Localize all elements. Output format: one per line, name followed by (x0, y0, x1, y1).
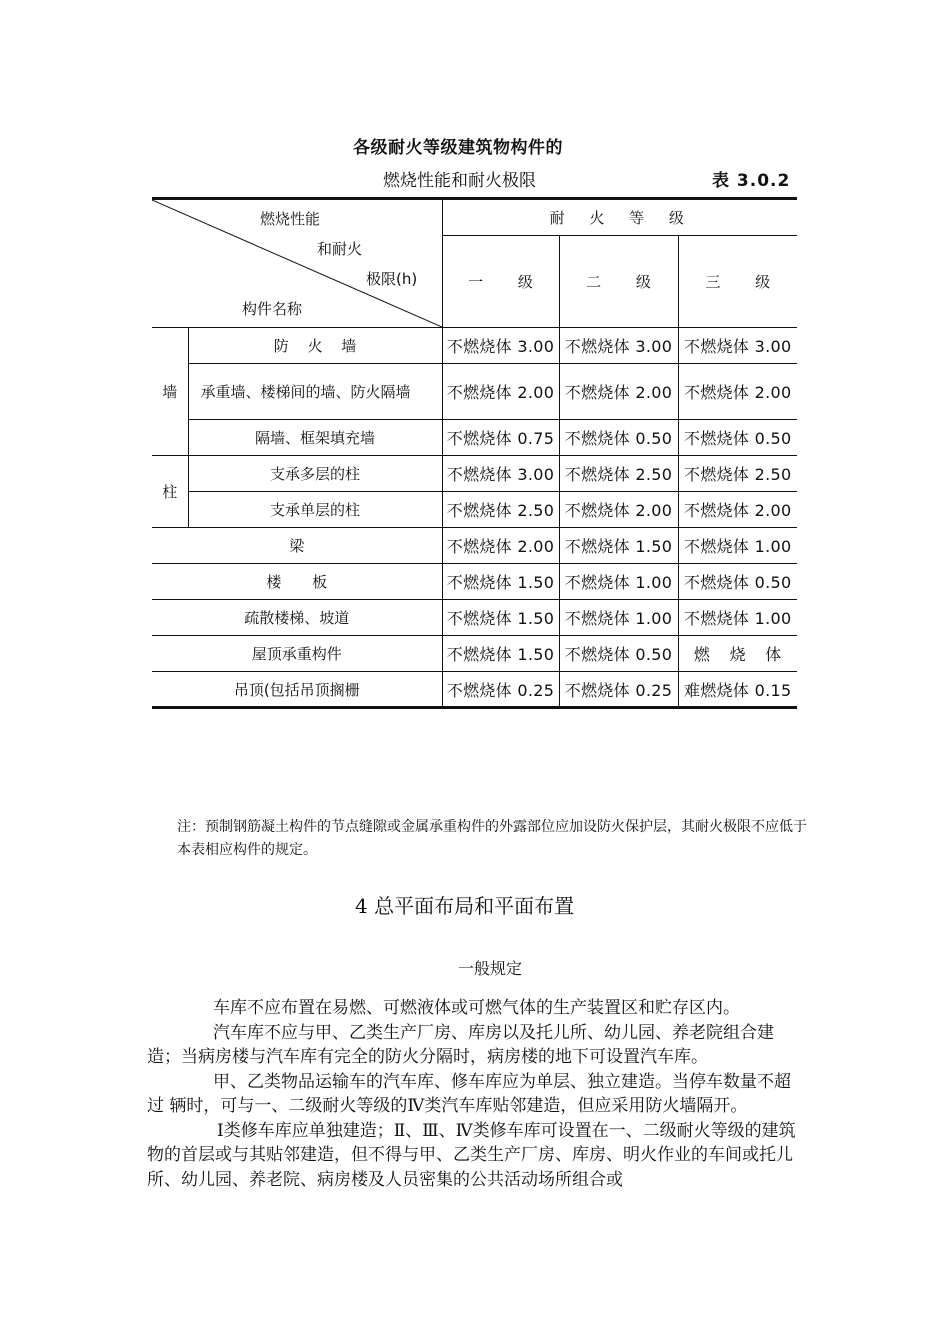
row-name: 梁 (152, 528, 442, 564)
corner-label-property: 燃烧性能 (260, 210, 321, 228)
table-cell: 不燃烧体 1.50 (442, 600, 559, 636)
table-cell: 不燃烧体 3.00 (442, 328, 559, 364)
row-name: 楼 板 (152, 564, 442, 600)
table-cell: 不燃烧体 1.00 (559, 564, 678, 600)
table-cell: 不燃烧体 1.00 (678, 528, 797, 564)
row-name: 隔墙、框架填充墙 (188, 420, 442, 456)
row-name: 疏散楼梯、坡道 (152, 600, 442, 636)
grade-3-header: 三 级 (678, 235, 797, 327)
row-name: 吊顶(包括吊顶搁栅 (152, 672, 442, 708)
fire-resistance-table (152, 197, 797, 709)
table-cell: 不燃烧体 2.00 (678, 364, 797, 420)
chapter-heading: 4 总平面布局和平面布置 (355, 894, 575, 918)
paragraph: 甲、乙类物品运输车的汽车库、修车库应为单层、独立建造。当停车数量不超过 辆时，可与一、二级耐火等级的Ⅳ类汽车库贴邻建造，但应采用防火墙隔开。 (147, 1071, 791, 1116)
table-cell: 不燃烧体 0.75 (442, 420, 559, 456)
row-name: 防 火 墙 (188, 328, 442, 364)
table-cell: 不燃烧体 2.00 (559, 364, 678, 420)
table-cell: 不燃烧体 1.00 (678, 600, 797, 636)
table-cell: 不燃烧体 0.50 (559, 420, 678, 456)
group-wall: 墙 (152, 328, 188, 456)
paragraph: 车库不应布置在易燃、可燃液体或可燃气体的生产装置区和贮存区内。 (213, 998, 740, 1018)
table-cell: 不燃烧体 0.25 (559, 672, 678, 708)
table-cell: 不燃烧体 1.50 (442, 564, 559, 600)
row-name: 支承单层的柱 (188, 492, 442, 528)
header-corner-cell (152, 199, 442, 328)
table-cell: 不燃烧体 1.50 (559, 528, 678, 564)
table-cell: 不燃烧体 3.00 (559, 328, 678, 364)
table-caption-line2: 燃烧性能和耐火极限 (383, 171, 536, 191)
row-name: 屋顶承重构件 (152, 636, 442, 672)
paragraph: Ⅰ类修车库应单独建造；Ⅱ、Ⅲ、Ⅳ类修车库可设置在一、二级耐火等级的建筑物的首层或与其贴邻建造，但不得与甲、乙类生产厂房、库房、明火作业的车间或托儿所、幼儿园、养老院、病房楼及人员密集的公共活动场所组合或 (147, 1120, 796, 1190)
body-text (147, 996, 807, 1192)
table-cell: 不燃烧体 2.50 (442, 492, 559, 528)
table-cell: 不燃烧体 0.50 (678, 564, 797, 600)
table-cell: 不燃烧体 2.50 (678, 456, 797, 492)
corner-label-limit: 极限(h) (366, 270, 418, 288)
row-name: 承重墙、楼梯间的墙、防火隔墙 (188, 364, 442, 420)
table-cell: 不燃烧体 2.00 (442, 528, 559, 564)
table-cell: 不燃烧体 1.00 (559, 600, 678, 636)
row-name: 支承多层的柱 (188, 456, 442, 492)
table-cell: 不燃烧体 2.00 (559, 492, 678, 528)
table-cell: 燃 烧 体 (678, 636, 797, 672)
section-heading: 一般规定 (458, 959, 523, 978)
grade-2-header: 二 级 (559, 235, 678, 327)
corner-label-and: 和耐火 (317, 240, 363, 258)
table-cell: 不燃烧体 2.00 (678, 492, 797, 528)
table-cell: 不燃烧体 1.50 (442, 636, 559, 672)
table-cell: 不燃烧体 3.00 (678, 328, 797, 364)
grade-1-header: 一 级 (442, 235, 559, 327)
table-cell: 不燃烧体 2.50 (559, 456, 678, 492)
group-column: 柱 (152, 456, 188, 528)
table-number: 表 3.0.2 (712, 171, 791, 191)
table-cell: 不燃烧体 2.00 (442, 364, 559, 420)
table-cell: 不燃烧体 3.00 (442, 456, 559, 492)
table-caption-line1: 各级耐火等级建筑物构件的 (353, 138, 563, 158)
table-cell: 不燃烧体 0.25 (442, 672, 559, 708)
table-cell: 不燃烧体 0.50 (678, 420, 797, 456)
table-note (147, 816, 807, 862)
table-cell: 难燃烧体 0.15 (678, 672, 797, 708)
note-text: 注：预制钢筋凝土构件的节点缝隙或金属承重构件的外露部位应加设防火保护层，其耐火极限不应低于本表相应构件的规定。 (177, 819, 807, 858)
fire-rating-header: 耐 火 等 级 (442, 199, 797, 236)
table-cell: 不燃烧体 0.50 (559, 636, 678, 672)
corner-label-component: 构件名称 (242, 300, 303, 318)
paragraph: 汽车库不应与甲、乙类生产厂房、库房以及托儿所、幼儿园、养老院组合建造；当病房楼与汽车库有完全的防火分隔时，病房楼的地下可设置汽车库。 (147, 1022, 774, 1067)
